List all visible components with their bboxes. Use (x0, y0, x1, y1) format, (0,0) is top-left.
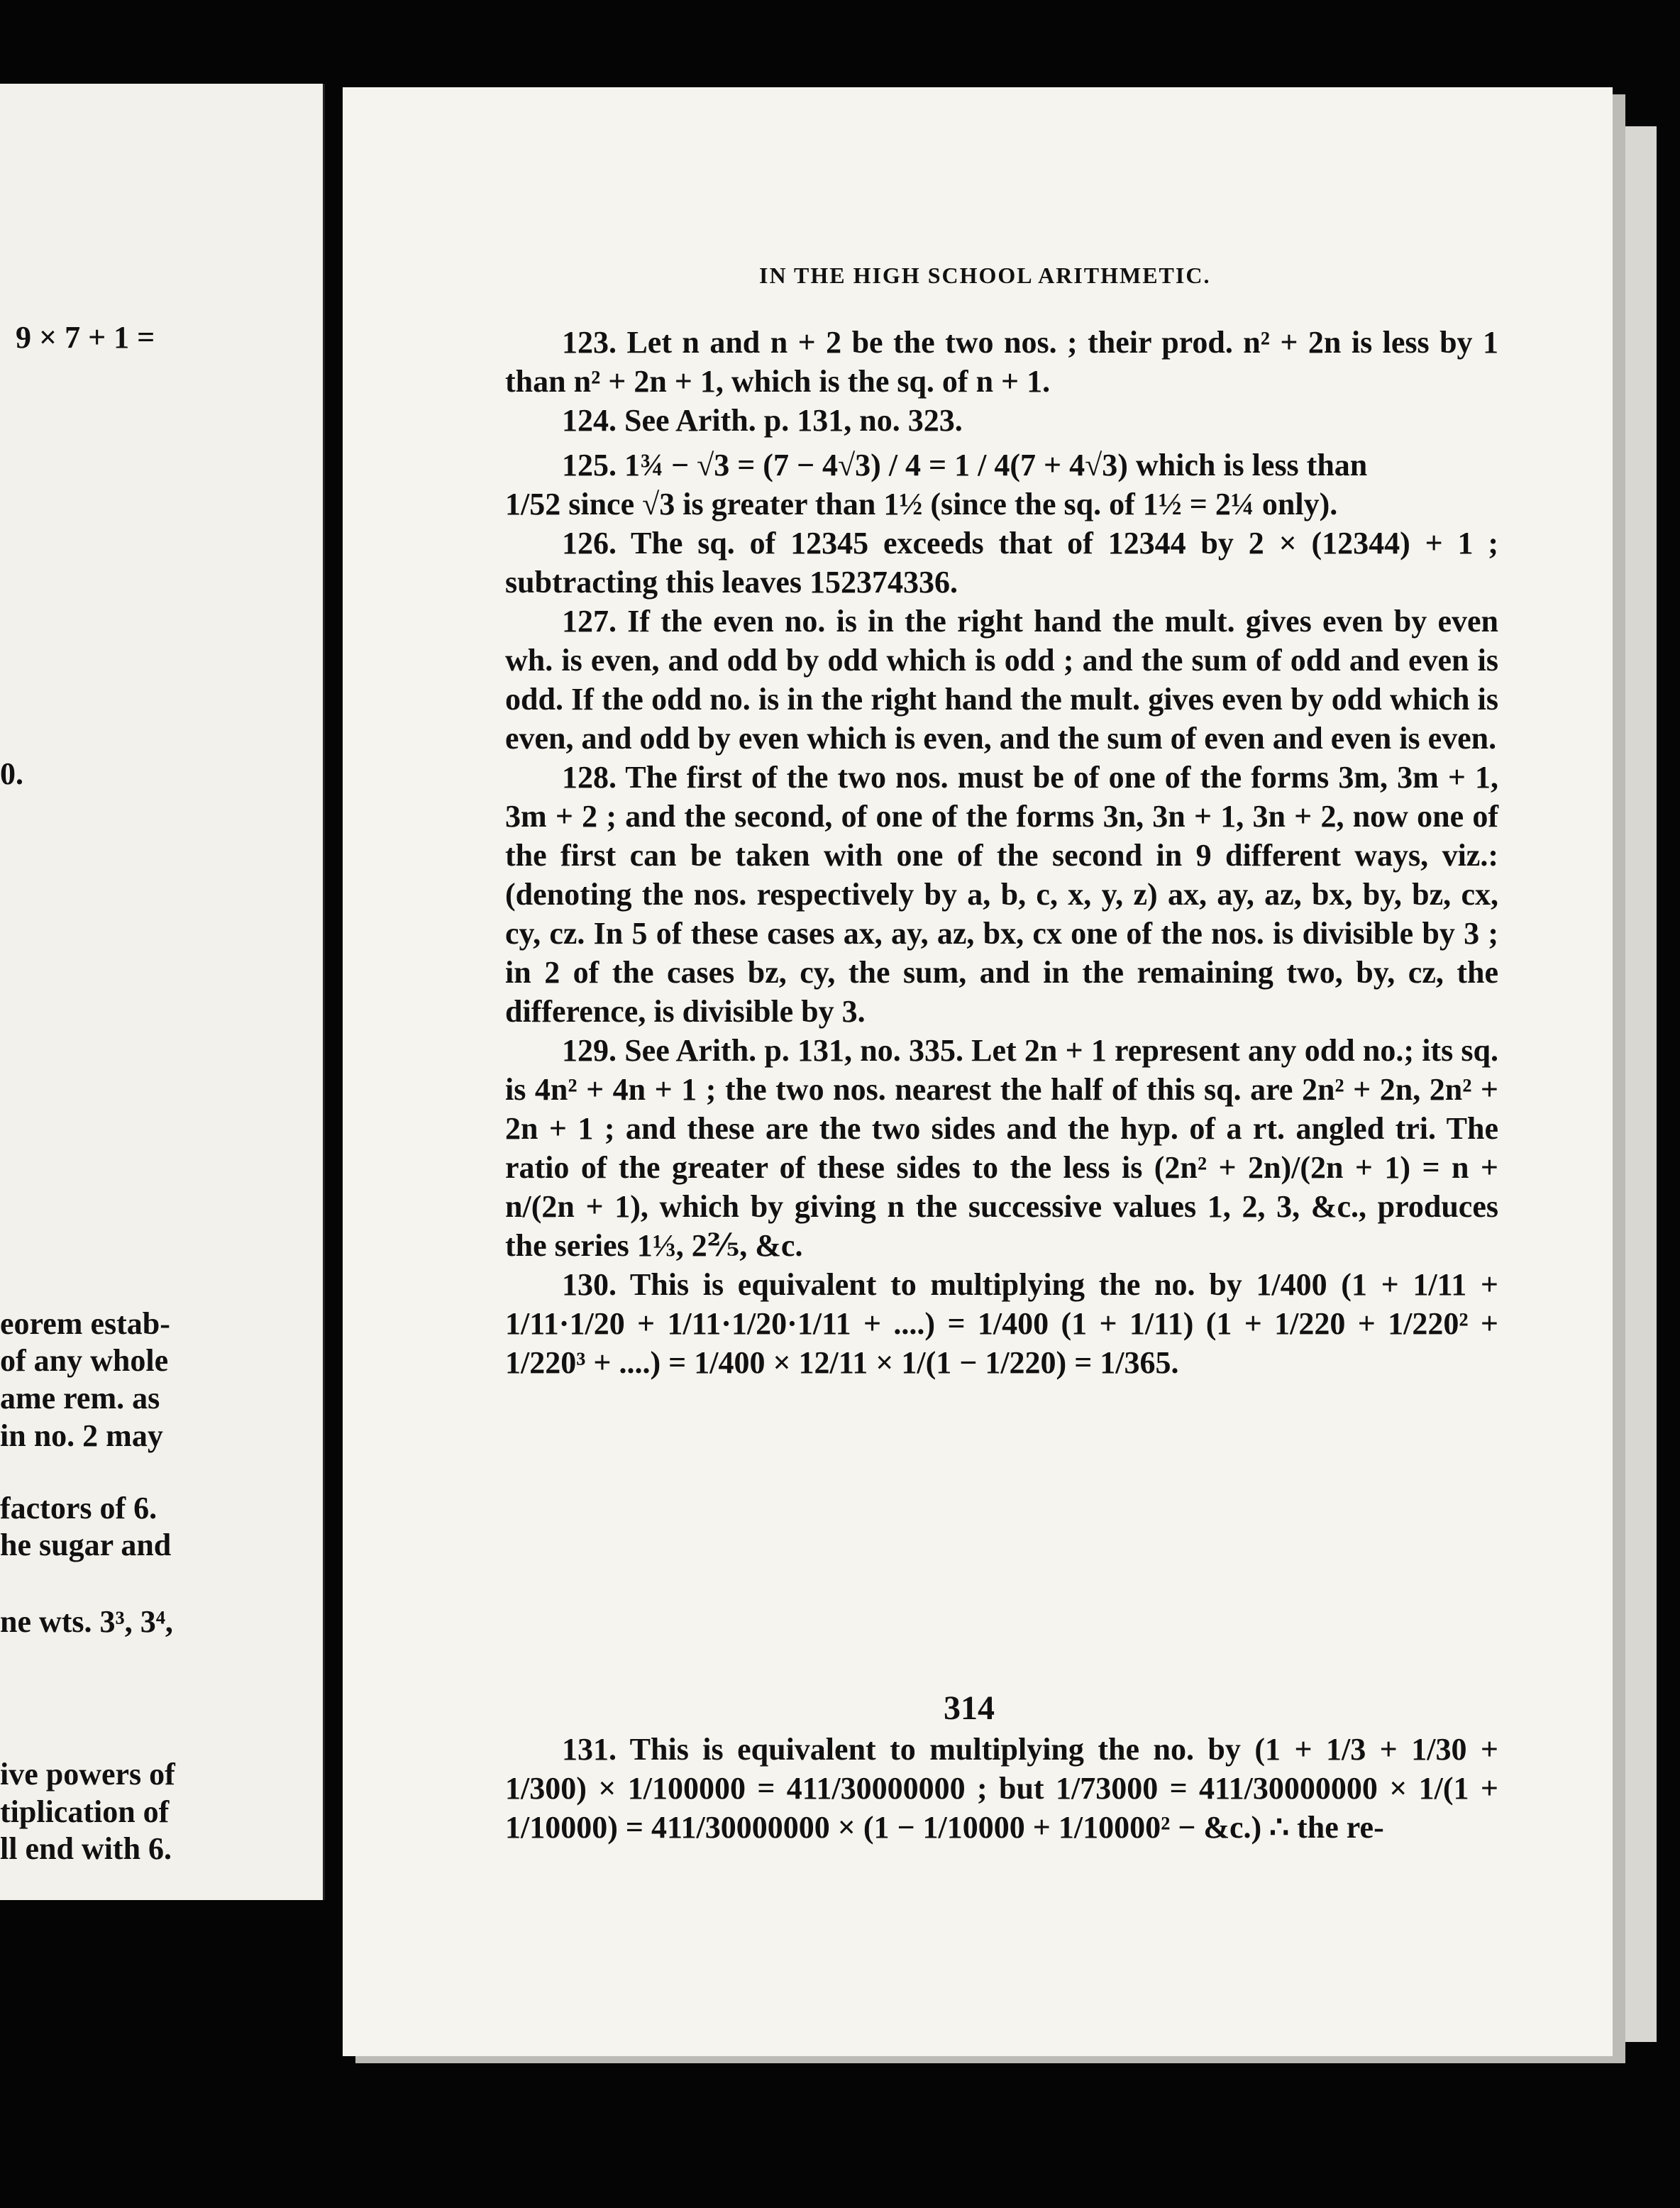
left-fragment-4: ame rem. as (0, 1381, 160, 1415)
paragraph-7: 129. See Arith. p. 131, no. 335. Let 2n + 1 represent any odd no.; its sq. is 4n² + 4n + 1 ; the two nos. nearest the half of this sq. are 2n² + 2n, 2n² + 2n + 1 ; and these are the two sides and the hyp. of a rt. angled tri. The ratio of the greater of these sides to the less is (2n² + 2n)/(2n + 1) = n + n/(2n + 1), which by giving n the successive values 1, 2, 3, &c., produces the series 1⅓, 2⅖, &c. (505, 1033, 1498, 1263)
left-page (0, 84, 325, 1900)
paragraph-8: 130. This is equivalent to multiplying the no. by 1/400 (1 + 1/11 + 1/11·1/20 + 1/11·1/20·1/11 + ....) = 1/400 (1 + 1/11) (1 + 1/220 + 1/220² + 1/220³ + ....) = 1/400 × 12/11 × 1/(1 − 1/220) = 1/365. (505, 1267, 1498, 1380)
running-header: IN THE HIGH SCHOOL ARITHMETIC. (759, 263, 1211, 288)
paragraph-0: 131. This is equivalent to multiplying the no. by (1 + 1/3 + 1/30 + 1/300) × 1/100000 = 411/30000000 ; but 1/73000 = 411/30000000 × 1/(1 + 1/10000) = 411/30000000 × (1 − 1/10000 + 1/10000² − &c.) ∴ the re- (505, 1732, 1498, 1845)
left-fragment-8: ne wts. 3³, 3⁴, (0, 1604, 173, 1639)
left-fragment-11: ll end with 6. (0, 1831, 172, 1866)
body-text-upper (505, 323, 1498, 1382)
left-fragment-6: factors of 6. (0, 1491, 158, 1525)
page-number: 314 (944, 1689, 995, 1727)
paragraph-0: 123. Let n and n + 2 be the two nos. ; their prod. n² + 2n is less by 1 than n² + 2n + 1, which is the sq. of n + 1. (505, 325, 1498, 399)
paragraph-4: 126. The sq. of 12345 exceeds that of 12344 by 2 × (12344) + 1 ; subtracting this leaves 152374336. (505, 526, 1498, 600)
paragraph-2: 125. 1¾ − √3 = (7 − 4√3) / 4 = 1 / 4(7 + 4√3) which is less than (562, 448, 1368, 482)
page-edge (1613, 126, 1657, 2042)
left-fragment-2: eorem estab- (0, 1306, 170, 1341)
left-fragment-0: 9 × 7 + 1 = (16, 320, 155, 355)
paragraph-3: 1/52 since √3 is greater than 1½ (since the sq. of 1½ = 2¼ only). (505, 487, 1338, 521)
left-fragment-3: of any whole (0, 1343, 169, 1378)
left-fragment-7: he sugar and (0, 1528, 172, 1562)
left-fragment-5: in no. 2 may (0, 1418, 163, 1453)
body-text-lower (505, 1730, 1498, 1847)
paragraph-5: 127. If the even no. is in the right hand the mult. gives even by even wh. is even, and odd by odd which is odd ; and the sum of odd and even is odd. If the odd no. is in the right hand the mult. gives even by odd which is even, and odd by even which is even, and the sum of even and even is even. (505, 604, 1498, 756)
left-fragment-9: ive powers of (0, 1757, 175, 1792)
paragraph-1: 124. See Arith. p. 131, no. 323. (562, 403, 963, 438)
paragraph-6: 128. The first of the two nos. must be of one of the forms 3m, 3m + 1, 3m + 2 ; and the second, of one of the forms 3n, 3n + 1, 3n + 2, now one of the first can be taken with one of the second in 9 different ways, viz.: (denoting the nos. respectively by a, b, c, x, y, z) ax, ay, az, bx, by, bz, cx, cy, cz. In 5 of these cases ax, ay, az, bx, cx one of the nos. is divisible by 3 ; in 2 of the cases bz, cy, the sum, and in the remaining two, by, cz, the difference, is divisible by 3. (505, 760, 1498, 1029)
left-fragment-1: 0. (0, 756, 23, 791)
left-fragment-10: tiplication of (0, 1794, 170, 1829)
